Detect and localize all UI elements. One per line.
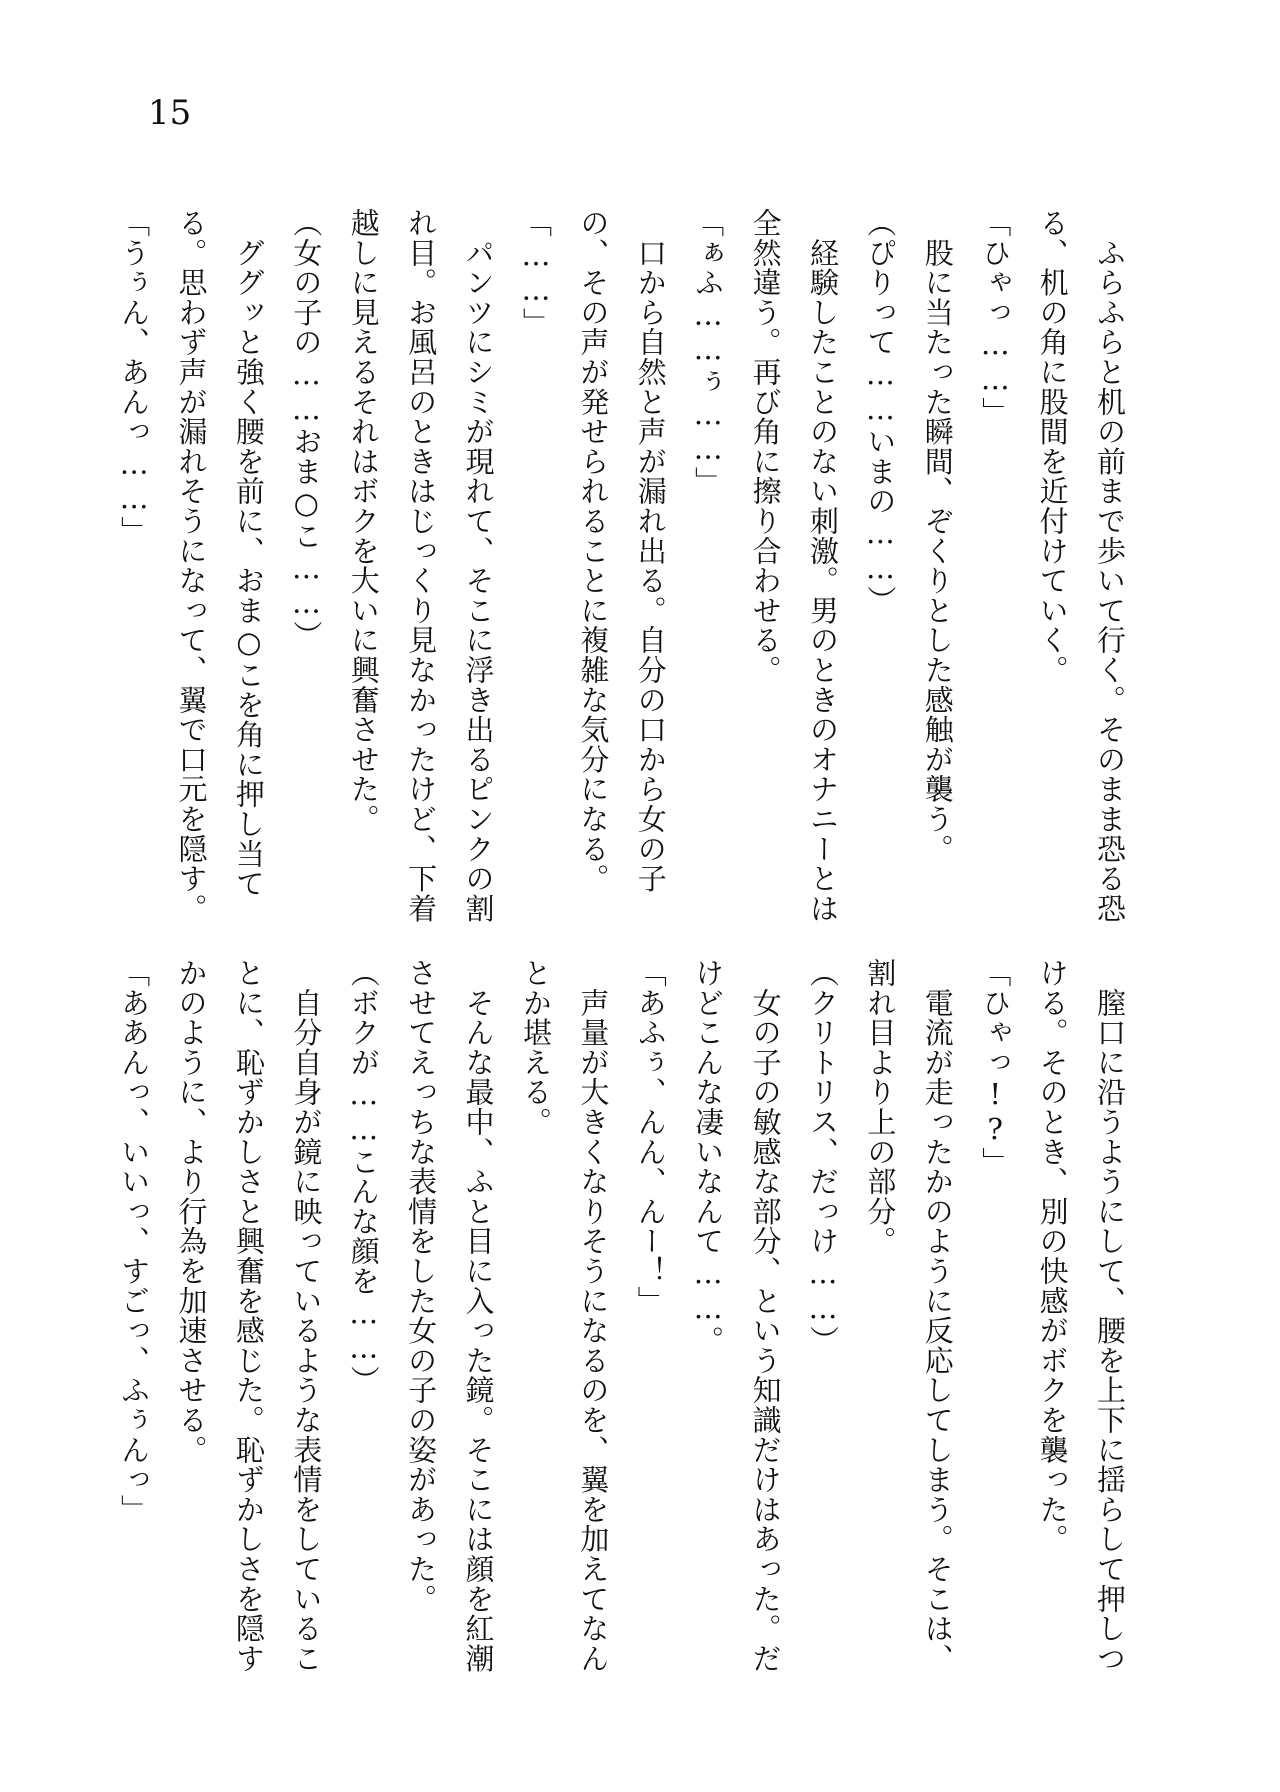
page-number: 15	[148, 93, 192, 133]
text-line: そんな最中、ふと目に入った鏡。そこには顔を紅潮	[461, 958, 496, 1674]
text-line: 「ひゃっ!?」	[978, 958, 1013, 1177]
text-line: （女の子の……おま○こ……）	[289, 208, 324, 651]
text-line: ググッと強く腰を前に、おま○こを角に押し当て	[231, 208, 266, 899]
text-line: の、その声が発せられることに複雑な気分になる。	[576, 208, 611, 894]
text-line: る、机の角に股間を近付けていく。	[1035, 208, 1070, 685]
text-line: 経験したことのない刺激。男のときのオナニーとは	[805, 208, 840, 924]
text-line: とに、恥ずかしさと興奮を感じた。恥ずかしさを隠す	[231, 958, 266, 1674]
text-line: （ボクが……こんな顔を……）	[346, 958, 381, 1396]
text-line: かのように、より行為を加速させる。	[174, 958, 209, 1465]
upper-text-block	[117, 208, 1138, 924]
text-line: 股に当たった瞬間、ぞくりとした感触が襲う。	[920, 208, 955, 864]
lower-text-block	[117, 958, 1138, 1674]
text-line: 「……」	[518, 208, 553, 338]
text-line: ける。そのとき、別の快感がボクを襲った。	[1035, 958, 1070, 1554]
text-line: 「ああんっ、いいっ、すごっ、ふぅんっ」	[117, 958, 152, 1525]
text-line: 越しに見えるそれはボクを大いに興奮させた。	[346, 208, 381, 834]
text-line: 全然違う。再び角に擦り合わせる。	[748, 208, 783, 685]
text-line: 割れ目より上の部分。	[863, 958, 898, 1256]
text-line: れ目。お風呂のときはじっくり見なかったけど、下着	[404, 208, 439, 924]
text-line: （クリトリス、だっけ……）	[805, 958, 840, 1356]
text-line: 膣口に沿うようにして、腰を上下に揺らして押しつ	[1093, 958, 1127, 1674]
text-line: る。思わず声が漏れそうになって、翼で口元を隠す。	[174, 208, 209, 924]
text-line: 自分自身が鏡に映っているような表情をしているこ	[289, 958, 324, 1674]
text-line: 「ぁふ……ぅ……」	[691, 208, 726, 497]
text-line: とか堪える。	[518, 958, 553, 1137]
text-line: けどこんな凄いなんて……。	[691, 958, 726, 1356]
text-line: パンツにシミが現れて、そこに浮き出るピンクの割	[461, 208, 496, 924]
text-line: 「ひゃっ……」	[978, 208, 1013, 427]
text-line: 電流が走ったかのように反応してしまう。そこは、	[920, 958, 955, 1674]
text-line: ふらふらと机の前まで歩いて行く。そのまま恐る恐	[1093, 208, 1127, 924]
text-line: （ぴりって……いまの……）	[863, 208, 898, 616]
text-line: させてえっちな表情をした女の子の姿があった。	[404, 958, 439, 1614]
text-line: 女の子の敏感な部分、という知識だけはあった。だ	[748, 958, 783, 1674]
text-line: 声量が大きくなりそうになるのを、翼を加えてなん	[576, 958, 611, 1674]
text-line: 「うぅん、あんっ……」	[117, 208, 152, 546]
text-line: 口から自然と声が漏れ出る。自分の口から女の子	[633, 208, 668, 894]
text-line: 「あふぅ、んん、んー！」	[633, 958, 668, 1316]
